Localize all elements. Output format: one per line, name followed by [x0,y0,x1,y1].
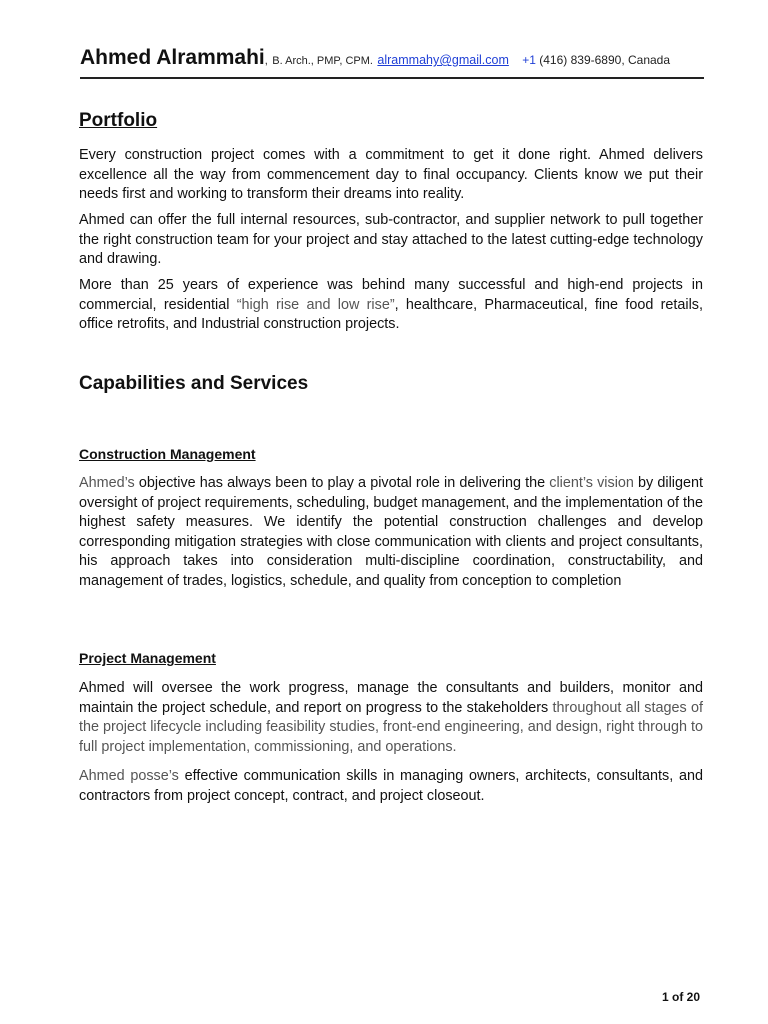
author-name: Ahmed Alrammahi [80,46,265,69]
name-separator: , [264,55,268,67]
phone-prefix: +1 [522,53,536,67]
page-number: 1 of 20 [662,990,701,1004]
portfolio-heading: Portfolio [79,110,158,131]
construction-management-paragraph [79,474,703,592]
project-management-paragraph-1 [79,679,703,757]
document-header [80,46,704,78]
portfolio-p3-rest: , healthcare, Pharmaceutical, fine food retails, office retrofits, and Industrial construction projects. [79,296,704,333]
project-management-heading: Project Management [79,650,216,666]
pm-p2-subject: Ahmed posse’s [79,768,179,784]
pm-p1-lifecycle: throughout all stages of the project lifecycle including feasibility studies, front-end engineering, and design, right through to full project implementation, commissioning, and operations. [79,699,703,755]
cm-subject: Ahmed’s [79,475,135,491]
phone-number [522,53,670,67]
phone-digits: (416) 839-6890, Canada [539,53,671,67]
cm-vision: client’s vision [549,475,634,491]
cm-text-2: by diligent oversight of project requirements, scheduling, budget management, and the implementation of the highest safety measures. We identify the potential construction challenges and develop corresponding mitigation strategies with close communication with clients and project consultants, his approach takes into consideration multi-discipline coordination, constructability, and management of trades, logistics, schedule, and quality from conception to completion [79,475,703,589]
portfolio-paragraph-1: Every construction project comes with a commitment to get it done right. Ahmed delivers excellence all the way from commencement day to final occupancy. Clients know we put their needs first and working to transform their dreams into reality. [79,147,703,203]
email-link[interactable]: alrammahy@gmail.com [377,53,509,67]
header-rule [80,77,704,79]
project-management-paragraph-2 [79,767,703,806]
cm-text-1: objective has always been to play a pivotal role in delivering the [134,475,550,491]
portfolio-paragraph-3 [79,276,703,335]
portfolio-p3-text: More than 25 years of experience was behind many successful and high-end projects in commercial, residential [79,277,703,313]
portfolio-paragraph-2: Ahmed can offer the full internal resources, sub-contractor, and supplier network to pull together the right construction team for your project and stay attached to the latest cutting-edge technology and drawing. [79,212,703,268]
construction-management-heading: Construction Management [79,446,256,462]
pm-p2-text: effective communication skills in managing owners, architects, consultants, and contractors from project concept, contract, and project closeout. [79,768,703,804]
pm-p1-text: Ahmed will oversee the work progress, manage the consultants and builders, monitor and maintain the project schedule, and report on progress to the stakeholders [79,680,703,716]
author-credentials: B. Arch., PMP, CPM. [272,55,373,67]
capabilities-heading: Capabilities and Services [79,373,309,394]
portfolio-p3-quote: “high rise and low rise” [236,296,395,313]
